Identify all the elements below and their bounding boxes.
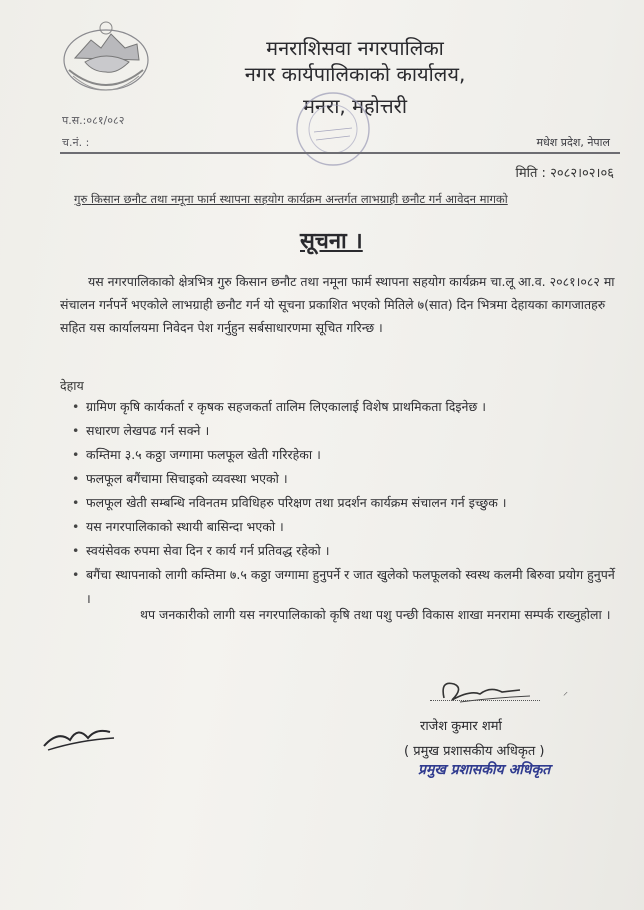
signature-line: [430, 700, 540, 701]
office-seal-stamp-icon: [292, 88, 374, 170]
list-item: • स्वयंसेवक रुपमा सेवा दिन र कार्य गर्न प्रतिवद्ध रहेको ।: [60, 539, 620, 563]
list-item: • कम्तिमा ३.५ कठ्ठा जग्गामा फलफूल खेती गरिरहेका ।: [60, 443, 620, 467]
requirements-list: [60, 395, 620, 611]
initial-signature-icon: [40, 716, 120, 752]
designation-stamp: प्रमुख प्रशासकीय अधिकृत: [418, 762, 551, 778]
list-item: • ग्रामिण कृषि कार्यकर्ता र कृषक सहजकर्ता तालिम लिएकालाई विशेष प्राथमिकता दिइनेछ ।: [60, 395, 620, 419]
list-item: • फलफूल बगैंचामा सिचाइको व्यवस्था भएको ।: [60, 467, 620, 491]
signatory-title: ( प्रमुख प्रशासकीय अधिकृत ): [404, 744, 545, 759]
body-paragraph: यस नगरपालिकाको क्षेत्रभित्र गुरु किसान छनौट तथा नमूना फार्म स्थापना सहयोग कार्यक्रम चा.लू आ.व. २०८१।०८२ मा संचालन गर्नपर्ने भएकोले लाभग्राही छनौट गर्न यो सूचना प्रकाशित भएको मितिले ७(सात) दिन भित्रमा देहायका कागजातहरु सहित यस कार्यालयमा निवेदन पेश गर्नुहुन सर्बसाधारणमा सूचित गरिन्छ ।: [60, 274, 615, 335]
office-address: मनरा, महोत्तरी: [302, 94, 408, 118]
closing-paragraph: थप जनकारीको लागी यस नगरपालिकाको कृषि तथा पशु पन्छी विकास शाखा मनरामा सम्पर्क राख्नुहोला ।: [140, 607, 611, 622]
signature-icon: [430, 672, 540, 710]
tick-mark-icon: ⸍: [563, 691, 568, 702]
office-name-line2: नगर कार्यपालिकाको कार्यालय,: [244, 62, 466, 86]
list-item: • यस नगरपालिकाको स्थायी बासिन्दा भएको ।: [60, 515, 620, 539]
dispatch-number: च.नं. :: [62, 136, 90, 149]
nepal-emblem-icon: [55, 14, 157, 98]
list-item: • फलफूल खेती सम्बन्धि नविनतम प्रविधिहरु परिक्षण तथा प्रदर्शन कार्यक्रम संचालन गर्न इच्छुक ।: [60, 491, 620, 515]
notice-title: सूचना ।: [300, 229, 363, 254]
requirements-heading: देहाय: [60, 378, 84, 393]
notice-date: मिति : २०८२।०२।०६: [515, 166, 614, 181]
header-divider: [60, 152, 620, 154]
province-label: मधेश प्रदेश, नेपाल: [536, 136, 610, 149]
list-item: • बगैंचा स्थापनाको लागी कम्तिमा ७.५ कठ्ठा जग्गामा हुनुपर्ने र जात खुलेको फलफूलको स्वस्थ कलमी बिरुवा प्रयोग हुनुपर्ने ।: [60, 563, 620, 611]
office-name-line1: मनराशिसवा नगरपालिका: [266, 36, 444, 60]
notice-subject: गुरु किसान छनौट तथा नमूना फार्म स्थापना सहयोग कार्यक्रम अन्तर्गत लाभग्राही छनौट गर्न आवेदन मागको: [74, 192, 508, 206]
reference-number: प.स.:०८१/०८२: [62, 114, 125, 127]
signatory-name: राजेश कुमार शर्मा: [420, 719, 502, 734]
list-item: • सधारण लेखपढ गर्न सक्ने ।: [60, 419, 620, 443]
